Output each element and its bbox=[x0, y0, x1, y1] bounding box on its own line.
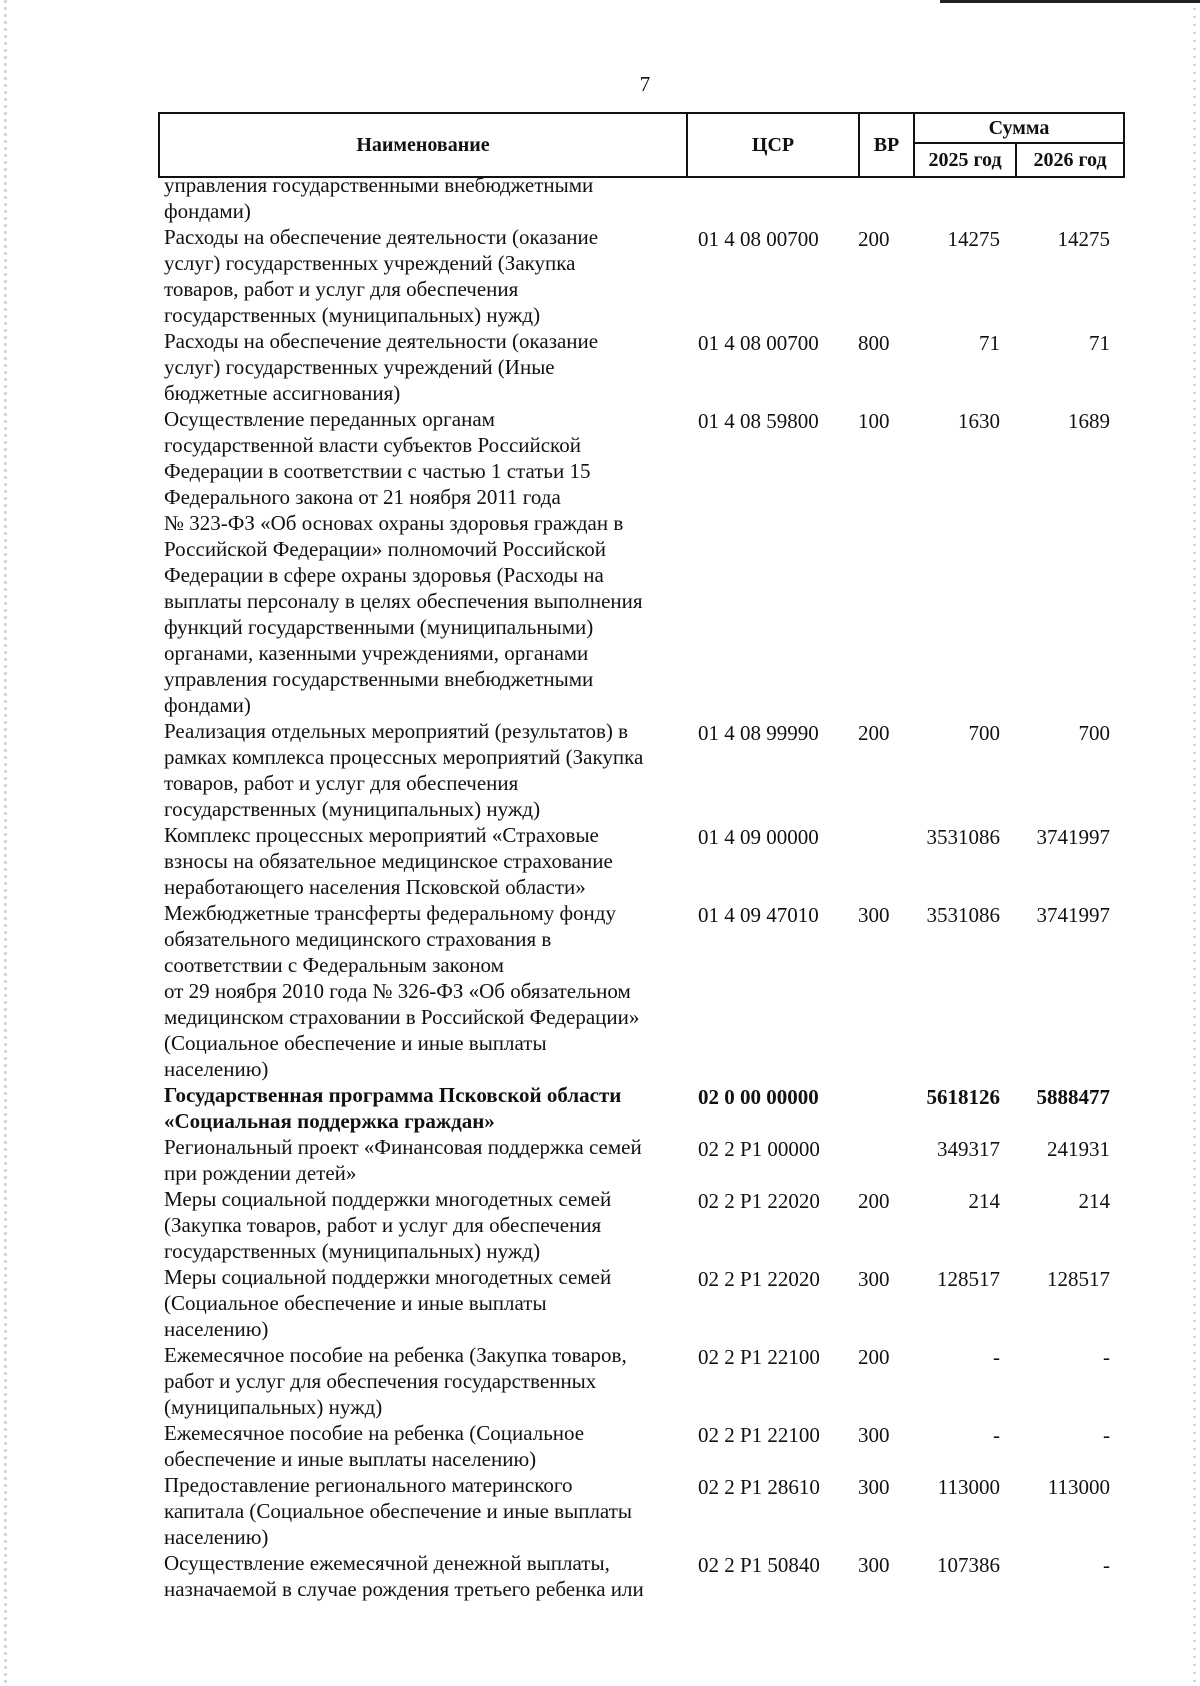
cell-s2026: - bbox=[1103, 1553, 1110, 1577]
cell-s2025: 107386 bbox=[937, 1553, 1000, 1577]
cell-name: Расходы на обеспечение деятельности (оказание услуг) государственных учреждений (Закупка товаров, работ и услуг для обеспечения государственных (муниципальных) нужд) bbox=[164, 225, 599, 327]
cell-s2025: 349317 bbox=[937, 1137, 1000, 1161]
table-row bbox=[0, 1264, 1200, 1342]
cell-name: Ежемесячное пособие на ребенка (Закупка товаров, работ и услуг для обеспечения государственных (муниципальных) нужд) bbox=[164, 1343, 627, 1419]
cell-csr: 01 4 09 47010 bbox=[698, 903, 819, 927]
cell-s2025: - bbox=[993, 1423, 1000, 1447]
cell-vr: 100 bbox=[858, 409, 890, 433]
cell-vr: 200 bbox=[858, 1345, 890, 1369]
cell-s2025: 214 bbox=[968, 1189, 1000, 1213]
cell-csr: 01 4 08 00700 bbox=[698, 331, 819, 355]
cell-name: Межбюджетные трансферты федеральному фонду обязательного медицинского страхования в соответствии с Федеральным законом от 29 ноября 2010 года № 326-ФЗ «Об обязательном медицинском страховании в Российской Федерации» (Социальное обеспечение и иные выплаты населению) bbox=[164, 901, 640, 1081]
cell-s2025: 5618126 bbox=[926, 1085, 1000, 1109]
cell-csr: 02 2 Р1 22020 bbox=[698, 1189, 820, 1213]
cell-csr: 02 2 Р1 22100 bbox=[698, 1423, 820, 1447]
header-vr: ВР bbox=[873, 133, 900, 156]
cell-s2026: 214 bbox=[1078, 1189, 1110, 1213]
cell-csr: 02 2 Р1 22100 bbox=[698, 1345, 820, 1369]
cell-s2025: 3531086 bbox=[926, 825, 1000, 849]
cell-vr: 300 bbox=[858, 1423, 890, 1447]
cell-name: Ежемесячное пособие на ребенка (Социальное обеспечение и иные выплаты населению) bbox=[164, 1421, 585, 1471]
cell-s2026: 1689 bbox=[1068, 409, 1110, 433]
cell-csr: 02 2 Р1 50840 bbox=[698, 1553, 820, 1577]
table-body bbox=[0, 172, 1200, 1602]
cell-s2026: 241931 bbox=[1047, 1137, 1110, 1161]
cell-s2026: 3741997 bbox=[1036, 825, 1110, 849]
cell-s2025: 3531086 bbox=[926, 903, 1000, 927]
table-row bbox=[0, 1082, 1200, 1134]
table-row bbox=[0, 1186, 1200, 1264]
cell-s2026: - bbox=[1103, 1423, 1110, 1447]
scan-top-line bbox=[940, 0, 1200, 3]
cell-vr: 300 bbox=[858, 1475, 890, 1499]
cell-name: Осуществление ежемесячной денежной выплаты, назначаемой в случае рождения третьего ребенка или bbox=[164, 1551, 644, 1601]
table-row bbox=[0, 718, 1200, 822]
cell-csr: 01 4 09 00000 bbox=[698, 825, 819, 849]
cell-csr: 01 4 08 59800 bbox=[698, 409, 819, 433]
cell-s2026: 700 bbox=[1078, 721, 1110, 745]
cell-s2026: 3741997 bbox=[1036, 903, 1110, 927]
cell-vr: 200 bbox=[858, 721, 890, 745]
table-row bbox=[0, 224, 1200, 328]
table-row bbox=[0, 328, 1200, 406]
header-year-2025: 2025 год bbox=[928, 148, 1002, 171]
cell-s2026: 5888477 bbox=[1036, 1085, 1110, 1109]
page-number: 7 bbox=[639, 72, 651, 96]
cell-vr: 300 bbox=[858, 1267, 890, 1291]
header-csr: ЦСР bbox=[751, 133, 795, 156]
cell-vr: 200 bbox=[858, 227, 890, 251]
table-row bbox=[0, 1420, 1200, 1472]
cell-s2025: 14275 bbox=[947, 227, 1000, 251]
cell-name: Государственная программа Псковской области «Социальная поддержка граждан» bbox=[164, 1083, 622, 1133]
cell-s2026: 14275 bbox=[1057, 227, 1110, 251]
cell-name: управления государственными внебюджетными фондами) bbox=[164, 173, 594, 223]
cell-s2026: 128517 bbox=[1047, 1267, 1110, 1291]
cell-csr: 01 4 08 00700 bbox=[698, 227, 819, 251]
table-row bbox=[0, 406, 1200, 718]
table-header bbox=[158, 112, 1125, 178]
table-row bbox=[0, 1550, 1200, 1602]
table-row bbox=[0, 822, 1200, 900]
cell-csr: 02 2 Р1 28610 bbox=[698, 1475, 820, 1499]
cell-name: Предоставление регионального материнского капитала (Социальное обеспечение и иные выплаты населению) bbox=[164, 1473, 632, 1549]
cell-vr: 200 bbox=[858, 1189, 890, 1213]
cell-csr: 02 2 Р1 22020 bbox=[698, 1267, 820, 1291]
cell-name: Комплекс процессных мероприятий «Страховые взносы на обязательное медицинское страхование неработающего населения Псковской области» bbox=[164, 823, 613, 899]
cell-csr: 02 0 00 00000 bbox=[698, 1085, 819, 1109]
table-row bbox=[0, 900, 1200, 1082]
table-row bbox=[0, 1342, 1200, 1420]
table-row bbox=[0, 172, 1200, 224]
cell-s2026: - bbox=[1103, 1345, 1110, 1369]
cell-s2025: 128517 bbox=[937, 1267, 1000, 1291]
cell-s2025: 71 bbox=[979, 331, 1000, 355]
cell-name: Меры социальной поддержки многодетных семей (Закупка товаров, работ и услуг для обеспечения государственных (муниципальных) нужд) bbox=[164, 1187, 612, 1263]
cell-name: Меры социальной поддержки многодетных семей (Социальное обеспечение и иные выплаты населению) bbox=[164, 1265, 612, 1341]
header-name: Наименование bbox=[356, 133, 490, 156]
cell-s2026: 113000 bbox=[1047, 1475, 1110, 1499]
table-row bbox=[0, 1472, 1200, 1550]
cell-name: Реализация отдельных мероприятий (результатов) в рамках комплекса процессных мероприятий (Закупка товаров, работ и услуг для обеспечения государственных (муниципальных) нужд) bbox=[164, 719, 644, 821]
cell-vr: 300 bbox=[858, 1553, 890, 1577]
cell-name: Региональный проект «Финансовая поддержка семей при рождении детей» bbox=[164, 1135, 642, 1185]
table-row bbox=[0, 1134, 1200, 1186]
cell-name: Расходы на обеспечение деятельности (оказание услуг) государственных учреждений (Иные бюджетные ассигнования) bbox=[164, 329, 599, 405]
cell-csr: 01 4 08 99990 bbox=[698, 721, 819, 745]
cell-csr: 02 2 Р1 00000 bbox=[698, 1137, 820, 1161]
header-sum: Сумма bbox=[988, 116, 1050, 139]
cell-s2026: 71 bbox=[1089, 331, 1110, 355]
cell-vr: 300 bbox=[858, 903, 890, 927]
cell-s2025: 113000 bbox=[937, 1475, 1000, 1499]
cell-s2025: 1630 bbox=[958, 409, 1000, 433]
cell-s2025: 700 bbox=[968, 721, 1000, 745]
header-year-2026: 2026 год bbox=[1033, 148, 1107, 171]
cell-name: Осуществление переданных органам государственной власти субъектов Российской Федерации в соответствии с частью 1 статьи 15 Федерального закона от 21 ноября 2011 года № 323-ФЗ «Об основах охраны здоровья граждан в Российской Федерации» полномочий Российской Федерации в сфере охраны здоровья (Расходы на выплаты персоналу в целях обеспечения выполнения функций государственными (муниципальными) органами, казенными учреждениями, органами управления государственными внебюджетными фондами) bbox=[164, 407, 643, 717]
cell-s2025: - bbox=[993, 1345, 1000, 1369]
cell-vr: 800 bbox=[858, 331, 890, 355]
